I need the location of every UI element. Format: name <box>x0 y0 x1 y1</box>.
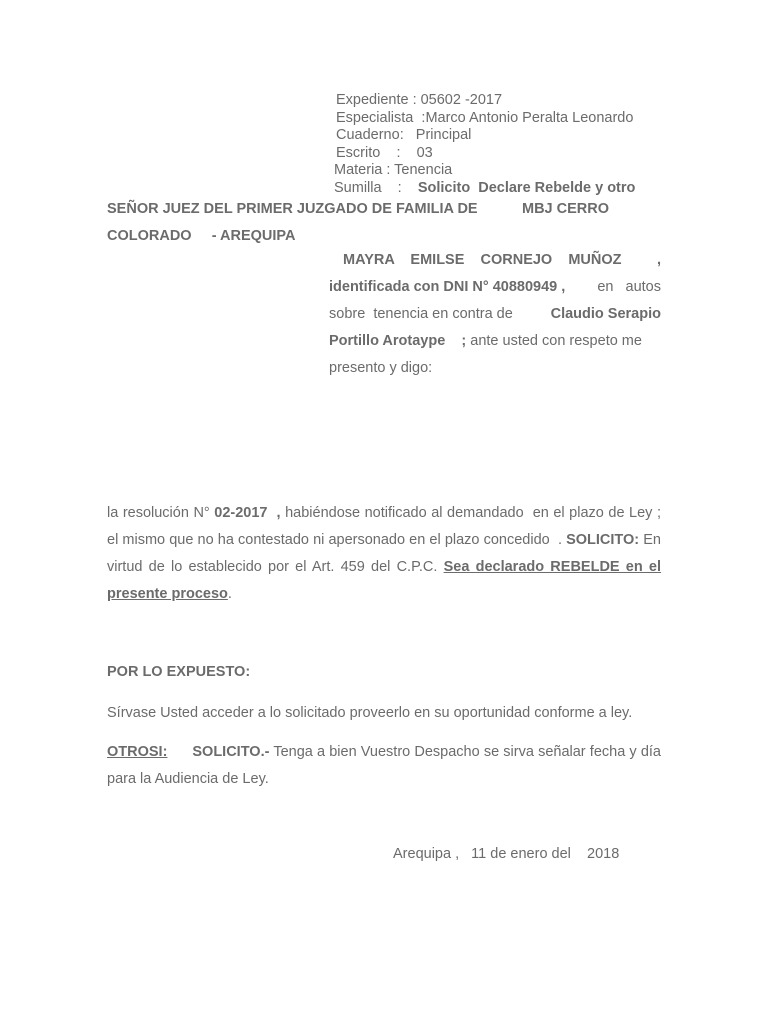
addressee-line-1-a: SEÑOR JUEZ DEL PRIMER JUZGADO DE FAMILIA DE <box>107 201 478 217</box>
materia-label: Materia <box>334 162 383 178</box>
defendant-line-lead: sobre tenencia en contra de <box>329 306 517 322</box>
petitioner-id: identificada con DNI N° 40880949 , <box>329 279 566 295</box>
sumilla-separator: : <box>381 179 418 196</box>
otrosi-paragraph <box>107 739 661 793</box>
materia-value: : Tenencia <box>382 162 453 178</box>
cuaderno-label: Cuaderno <box>336 127 400 143</box>
sumilla-row <box>334 180 635 198</box>
escrito-row <box>336 145 635 163</box>
defendant-name-b: Portillo Arotaype ; <box>329 333 467 349</box>
addressee-line-1-b: MBJ CERRO <box>521 201 609 217</box>
materia-row <box>334 162 635 180</box>
sirvase-paragraph: Sírvase Usted acceder a lo solicitado proveerlo en su oportunidad conforme a ley. <box>107 705 633 721</box>
petitioner-name-line <box>329 247 661 274</box>
cuaderno-row <box>336 127 635 145</box>
expediente-value: : 05602 -2017 <box>412 92 503 108</box>
petitioner-name: MAYRA EMILSE CORNEJO MUÑOZ <box>343 252 622 268</box>
escrito-label: Escrito <box>336 144 381 161</box>
p1-article: En virtud de lo establecido por el Art. 459 del C.P.C. <box>107 532 661 575</box>
otrosi-solicito: SOLICITO.- <box>167 744 270 760</box>
cuaderno-value: : Principal <box>399 127 472 143</box>
intro-line-4-rest: ante usted con respeto me <box>466 333 642 349</box>
id-line <box>329 274 661 301</box>
sumilla-label: Sumilla <box>334 179 382 196</box>
addressee <box>107 196 661 250</box>
addressee-line-1 <box>107 196 609 223</box>
defendant-line <box>329 301 661 328</box>
especialista-row <box>336 110 635 128</box>
id-line-rest: en autos <box>597 279 661 295</box>
p1-middle: habiéndose notificado al demandado en el plazo de Ley ; el mismo que no ha contestado ni apersonado en el plazo concedido . <box>107 505 666 548</box>
date-line: Arequipa , 11 de enero del 2018 <box>393 846 620 862</box>
por-lo-expuesto: POR LO EXPUESTO: <box>107 664 251 680</box>
resolution-number: 02-2017 , <box>214 505 281 521</box>
expediente-row <box>336 92 635 110</box>
defendant-name-a: Claudio Serapio <box>550 306 661 322</box>
defendant-line-2 <box>329 328 661 355</box>
petitioner-name-comma: , <box>656 252 661 268</box>
otrosi-label: OTROSI: <box>107 744 168 760</box>
expediente-label: Expediente <box>336 92 409 108</box>
rebelde-request: Sea declarado REBELDE en el presente proceso <box>107 559 662 602</box>
p1-lead: la resolución N° <box>107 505 215 521</box>
intro-paragraph <box>329 247 661 382</box>
addressee-line-2: COLORADO - AREQUIPA <box>107 228 296 244</box>
especialista-value: :Marco Antonio Peralta Leonardo <box>413 109 634 126</box>
case-header <box>336 92 635 197</box>
p1-end: . <box>227 586 232 602</box>
especialista-label: Especialista <box>336 109 414 126</box>
solicito-label: SOLICITO: <box>566 532 640 548</box>
escrito-value: : 03 <box>380 144 433 161</box>
otrosi-text: Tenga a bien Vuestro Despacho se sirva señalar fecha y día para la Audiencia de Ley. <box>107 744 661 787</box>
sumilla-value: Solicito Declare Rebelde y otro <box>417 179 636 196</box>
resolution-paragraph <box>107 500 666 608</box>
intro-line-5: presento y digo: <box>329 360 433 376</box>
